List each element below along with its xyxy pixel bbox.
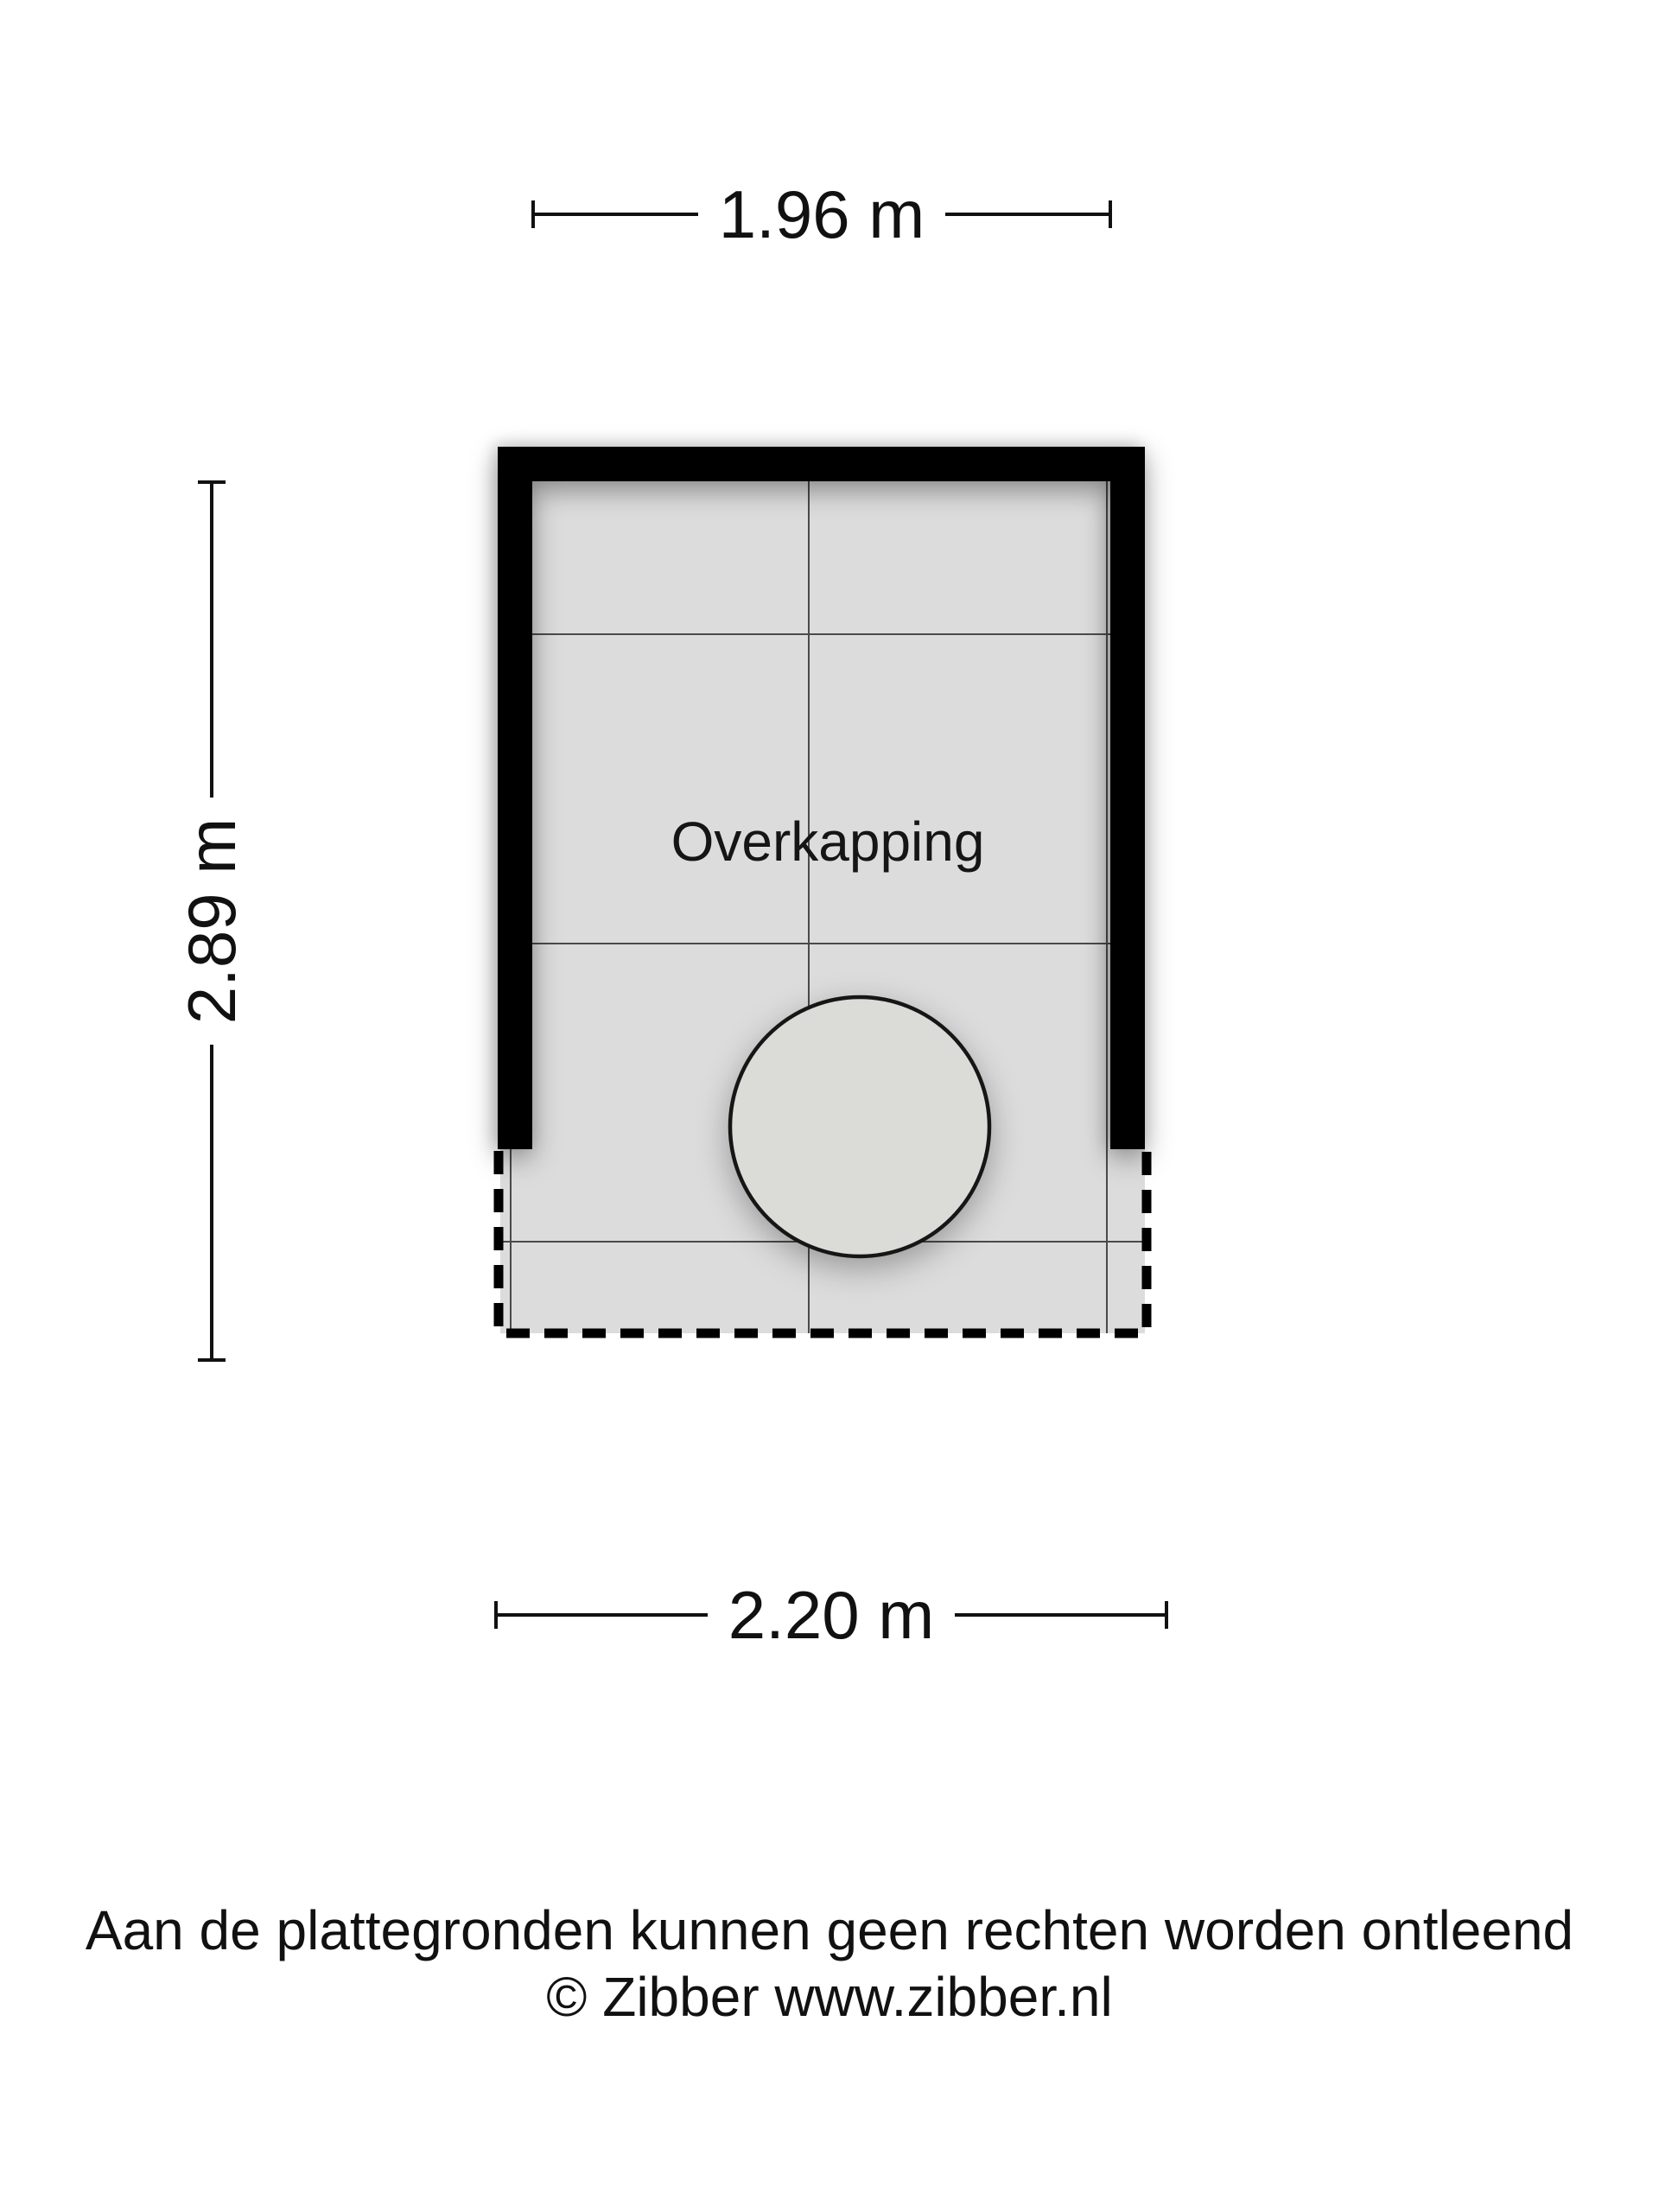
dimension-bottom	[494, 1577, 1168, 1653]
dimension-label-left: 2.89 m	[174, 817, 250, 1025]
room-label: Overkapping	[671, 810, 985, 873]
dimension-label-bottom: 2.20 m	[728, 1577, 935, 1653]
round-table	[730, 997, 989, 1256]
dimension-line	[210, 1045, 213, 1358]
dimension-left	[174, 480, 250, 1362]
dimension-line	[955, 1613, 1165, 1617]
dimension-line	[498, 1613, 708, 1617]
dimension-tick	[1109, 200, 1112, 228]
dimension-line	[945, 213, 1109, 216]
dimension-line	[535, 213, 698, 216]
dimension-tick	[198, 480, 226, 484]
dimension-tick	[198, 1358, 226, 1362]
dimension-label-top: 1.96 m	[718, 176, 925, 252]
dimension-line	[210, 484, 213, 798]
dimension-tick	[1165, 1601, 1168, 1629]
disclaimer	[0, 1897, 1659, 2031]
dimension-top	[531, 176, 1112, 252]
disclaimer-line-1: Aan de plattegronden kunnen geen rechten worden ontleend	[85, 1899, 1574, 1961]
floorplan-canvas	[467, 415, 1184, 1357]
disclaimer-line-2: © Zibber www.zibber.nl	[546, 1966, 1113, 2029]
